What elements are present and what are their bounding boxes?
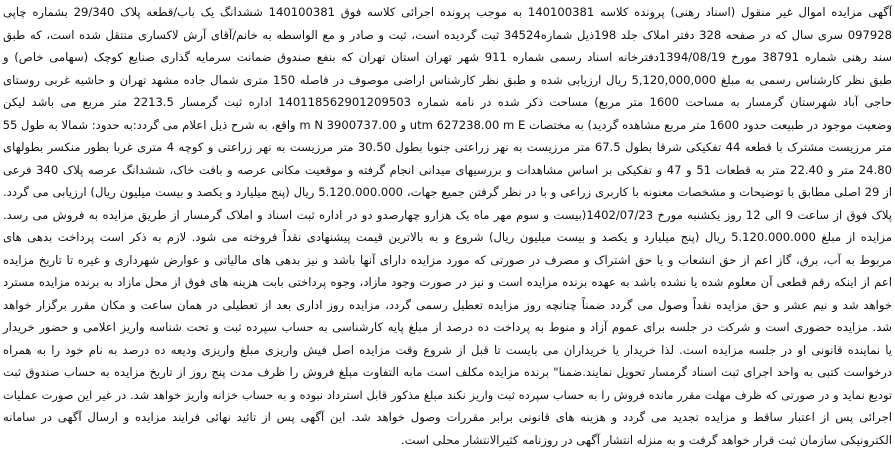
notice-line-20: الکترونیکی سازمان ثبت قرار خواهد گرفت و به منزله انتشار آگهی در روزنامه کثیرالانتشار محلی است. <box>3 429 892 451</box>
notice-line-10: پلاک فوق از ساعت 9 الی 12 روز یکشنبه مورخ 1402/07/23(بیست و سوم مهر ماه یک هزارو چهارصدو دو در اداره ثبت اسناد و املاک گرمسار از طریق مزایده به فروش می رسد. <box>3 204 892 227</box>
notice-line-9: از 29 اصلی مطابق با توضیحات و مشخصات معنونه با کاربری زراعی و با در نظر گرفتن جمیع جهات، 5.120.000.000 ریال (پنج میلیارد و یکصد و بیست میلیون ریال) ارزیابی می گردد. <box>3 181 892 204</box>
notice-line-1: آگهی مزایده اموال غیر منقول (اسناد رهنی) پرونده کلاسه 140100381 به موجب پرونده اجرائی کلاسه فوق 140100381 ششدانگ یک باب/قطعه پلاک 29/340 بشماره چاپی <box>3 1 892 24</box>
notice-line-4: طبق نظر کارشناس رسمی به مبلغ 5,120,000,000 ریال ارزیابی شده و طبق نظر کارشناس اراضی موصوف در فاصله 150 متری شمال جاده مشهد تهران و حاشیه غربی روستای <box>3 69 892 92</box>
notice-line-19: اجرائی پس از اعتبار ساقط و مزایده تجدید می گردد و هزینه های قانونی برابر مقررات وصول خواهد شد. این آگهی پس از تائید نهائی فرایند مزایده و ارسال آگهی در سامانه <box>3 406 892 429</box>
notice-line-7: متر مرزیست مشترک با قطعه 44 تفکیکی شرقا بطول 67.5 متر مرزیست به نهر زراعتی جنوبا بطول 30.50 متر مرزیست به نهر زراعتی و کوچه 4 متری غربا بطور منکسر بطولهای <box>3 136 892 159</box>
notice-line-17: درخواست کتبی به واحد اجرای ثبت اسناد گرمسار تحویل نمایند.ضمنا" برنده مزایده مکلف است مابه التفاوت مبلغ فروش را ظرف مدت پنج روز از تاریخ مزایده به حساب صندوق ثبت <box>3 361 892 384</box>
notice-line-2: 097928 سری سال که در صفحه 328 دفتر املاک جلد 198ذیل شماره34524 ثبت گردیده است، ثبت و صادر و مع الواسطه به خانم/آقای آرش لاکساری منتقل شده است، که طبق <box>3 24 892 47</box>
notice-line-11: مزایده از مبلغ 5.120.000.000 ریال (پنج میلیارد و یکصد و بیست میلیون ریال) شروع و به بالاترین قیمت پیشنهادی نقداً فروخته می شود. لازم به ذکر است پرداخت بدهی های <box>3 226 892 249</box>
notice-line-8: 24.80 متر و 22.40 متر به قطعات 51 و 47 و تفکیکی بر اساس مشاهدات و بررسیهای میدانی انجام گرفته و موقعیت مکانی عرصه و بافت خاک، ششدانگ عرصه پلاک 340 فرعی <box>3 159 892 182</box>
notice-line-13: اعم از اینکه رقم قطعی آن معلوم شده یا نشده باشد به عهده برنده مزایده است و نیز در صورت وجود مازاد، وجوه پرداختی بابت هزینه های فوق از محل مازاد به برنده مزایده مسترد <box>3 271 892 294</box>
notice-line-14: خواهد شد و نیم عشر و حق مزایده نقداً وصول می گردد ضمناً چنانچه روز مزایده تعطیل رسمی گردد، مزایده روز اداری بعد از تعطیلی در همان ساعت و مکان مقرر برگزار خواهد <box>3 294 892 317</box>
notice-line-18: تودیع نماید و در صورتی که ظرف مهلت مقرر مانده فروش را به حساب سپرده ثبت واریز نکند مبلغ مذکور قابل استرداد نبوده و به حساب خزانه واریز خواهد شد. در غیر این صورت عملیات <box>3 384 892 407</box>
notice-line-15: شد. مزایده حضوری است و شرکت در جلسه برای عموم آزاد و منوط به پرداخت ده درصد از مبلغ پایه کارشناسی به حساب سپرده ثبت و تحت شناسه واریز اعلامی و حضور خریدار <box>3 316 892 339</box>
notice-line-16: یا نماینده قانونی او در جلسه مزایده است. لذا خریدار یا خریداران می بایست تا قبل از شروع وقت مزایده اصل فیش واریزی مبلغ واریزی ودیعه ده درصد به نام خود را به همراه <box>3 339 892 362</box>
notice-line-3: سند رهنی شماره 38791 مورخ 1394/08/19دفترخانه اسناد رسمی شماره 911 شهر تهران استان تهران که بنفع صندوق ضمانت سرمایه گذاری صنایع کوچک (سهامی خاص) و <box>3 46 892 69</box>
notice-line-6: وضعیت موجود در طبیعت حدود 1600 متر مربع مشاهده گردید) به مختصات utm 627238.00 m E و m N 3900737.00 واقع، به شرح ذیل اعلام می گردد:به حدود: شمالا به طول 55 <box>3 114 892 137</box>
auction-notice-document <box>3 1 892 410</box>
notice-line-12: مربوط به آب، برق، گاز اعم از حق انشعاب و یا حق اشتراک و مصرف در صورتی که مورد مزایده دارای آنها باشد و نیز بدهی های مالیاتی و عوارض شهرداری و غیره تا تاریخ مزایده <box>3 249 892 272</box>
notice-line-5: حاجی آباد شهرستان گرمسار به مساحت 1600 متر مربع) مساحت ذکر شده در نامه شماره 140118562901209503 اداره ثبت گرمسار 2213.5 متر مربع می باشد لیکن <box>3 91 892 114</box>
